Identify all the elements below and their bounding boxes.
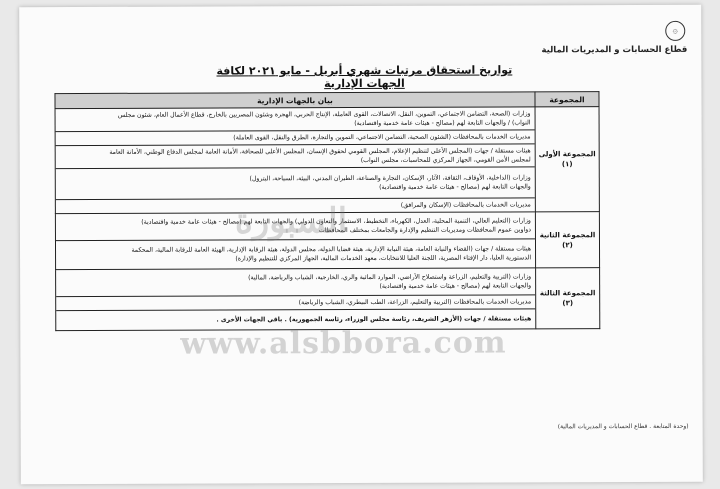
entity-line: النواب) / والجهات التابعة لهم (مصالح - هيئات عامة خدمية واقتصادية) [354, 119, 531, 128]
group-3-cell [536, 268, 600, 329]
entity-line: والجهات التابعة لهم (مصالح - هيئات عامة خدمية واقتصادية) [379, 282, 532, 290]
logo-glyph: ۞ [672, 25, 678, 36]
ministry-logo-icon [665, 21, 685, 41]
group-number: (١) [561, 160, 573, 169]
entity-line: مديريات الخدمات بالمحافظات (التربية والتعليم، الزراعة، الطب البيطري، الشباب والرياضة) [298, 298, 532, 307]
group-1-entities [55, 107, 535, 214]
group-name: المجموعة الثالثة [539, 289, 596, 298]
table-row-group-1 [55, 107, 599, 214]
entity-line: مديريات الخدمات بالمحافظات (الإسكان والمرافق) [400, 201, 531, 209]
col-entities-header: بيان بالجهات الإدارية [55, 92, 535, 109]
document-page [19, 5, 703, 484]
col-group-header: المجموعة [535, 92, 599, 107]
department-label: قطاع الحسابات و المديريات المالية [541, 44, 688, 56]
entity-line: وزارات (التعليم العالي، التنمية المحلية، العدل، الكهرباء، التخطيط، الاستثمار والتعاون الدولي) والجهات التابعة لهم (مصالح - هيئات عامة خدمية واقتصادية) [141, 217, 531, 226]
entity-block [56, 167, 535, 200]
entity-line: وزارات (التربية والتعليم، الزراعة واستصلاح الأراضي، الموارد المائية والري، الخارجية، الشباب والرياضة، المالية) [248, 273, 532, 282]
footer-note: (وحدة المتابعة . قطاع الحسابات و المديريات المالية) [557, 422, 689, 431]
entity-line: وزارات (الداخلية، الأوقاف، الثقافة، الآثار، الإسكان، التجارة والصناعة، الطيران المدني، البيئة، السياحة، البترول) [249, 174, 531, 183]
entity-block [56, 268, 535, 297]
document-title: تواريخ استحقاق مرتبات شهري أبريل - مايو ٢٠٢١ لكافة الجهات الإدارية [216, 63, 513, 91]
entity-block [56, 107, 535, 132]
entity-line: مديريات الخدمات بالمحافظات (الشئون الصحية، التضامن الاجتماعي، التموين والتجارة، الطرق والنقل، القوى العاملة) [233, 133, 531, 142]
group-number: (٢) [562, 240, 573, 249]
entity-line: والجهات التابعة لهم (مصالح - هيئات عامة خدمية واقتصادية) [379, 183, 531, 191]
brand-watermark: السبورة [234, 201, 348, 242]
entity-block [56, 239, 535, 269]
entity-line: هيئات مستقلة / جهات (القضاء والنيابة العامة، هيئة النيابة الإدارية، هيئة قضايا الدولة، مجلس الدولة، هيئة الرقابة الإدارية، الهيئة العامة للرقابة المالية، المحكمة [131, 245, 532, 254]
group-2-cell [535, 212, 599, 268]
entity-line: هيئات مستقلة / جهات (المجلس الأعلى لتنظيم الإعلام، المجلس القومي لحقوق الإنسان، المجلس الأعلى للصحافة، الأمانة العامة لمجلس الدفاع الوطني، الأمانة العامة [109, 147, 531, 156]
group-number: (٣) [562, 299, 574, 308]
entity-line: وزارات (الصحة، التضامن الاجتماعي، التموين، النقل، الاتصالات، القوى العاملة، الإنتاج الحربي، الهجرة وشئون المصريين بالخارج، قطاع الأعمال العام، شئون مجلس [117, 110, 531, 119]
group-3-entities [56, 268, 536, 331]
entity-line: دواوين عموم المحافظات ومديريات التنظيم والإدارة والجامعات بمختلف المحافظات [318, 226, 531, 235]
entity-line: هيئات مستقلة / جهات (الأزهر الشريف، رئاسة مجلس الوزراء، رئاسة الجمهورية) . باقي الجهات الأخرى . [216, 315, 532, 324]
group-1-cell [535, 107, 599, 212]
site-watermark: www.alsbbora.com [180, 325, 507, 362]
group-name: المجموعة الثانية [539, 230, 596, 239]
entity-line: لمجلس الأمن القومي، الجهاز المركزي للمحاسبات، مجلس النواب) [360, 156, 531, 165]
group-name: المجموعة الأولى [538, 150, 596, 159]
table-row-group-3 [56, 268, 600, 331]
entity-block [56, 144, 535, 169]
entity-line: الدستورية العليا، دار الإفتاء المصرية، اللجنة العليا للانتخابات، معهد الخدمات المالية، الجهاز المركزي للتنظيم والإدارة) [235, 254, 532, 263]
